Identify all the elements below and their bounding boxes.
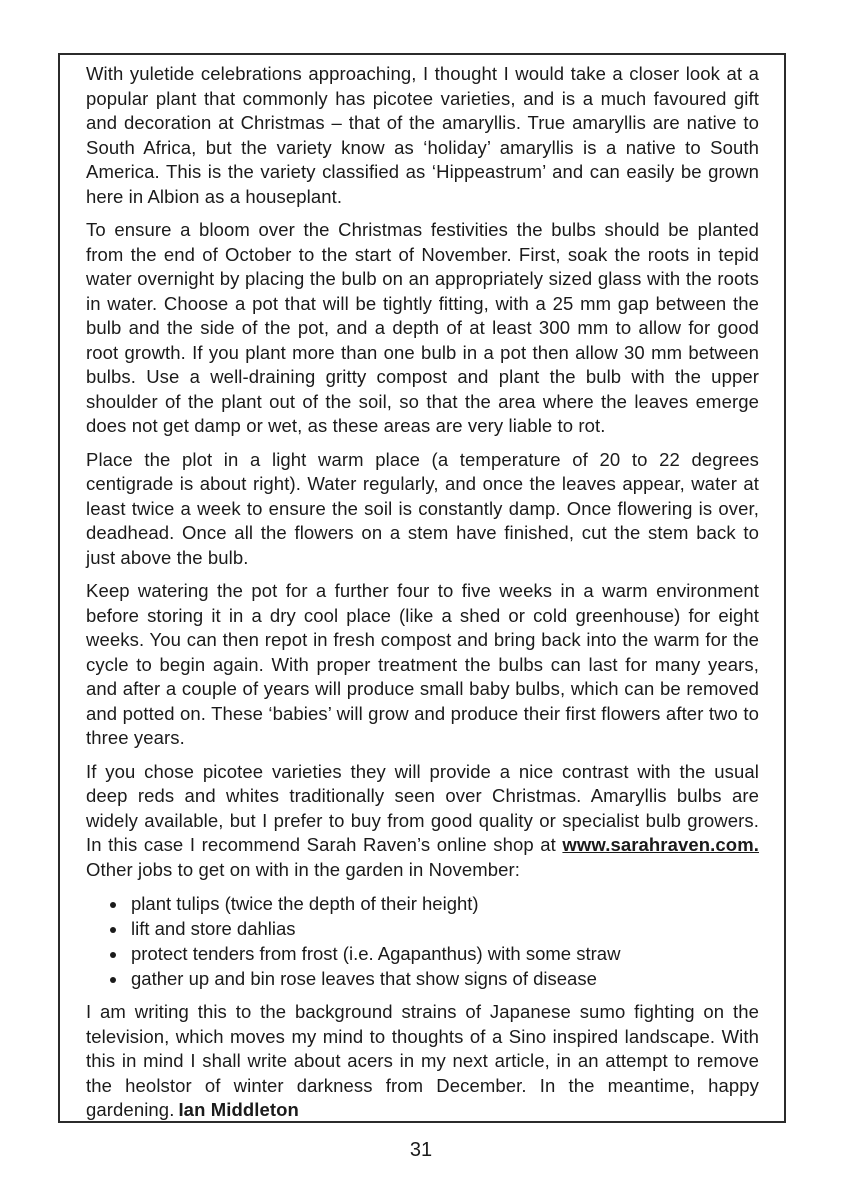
author-name: Ian Middleton [178, 1099, 299, 1120]
list-item-protect-tenders: • protect tenders from frost (i.e. Agapanthus) with some straw [128, 941, 759, 966]
storage-paragraph: Keep watering the pot for a further four to five weeks in a warm environment before storing it in a dry cool place (like a shed or cold greenhouse) for eight weeks. You can then repot in fresh compost and bring back into the warm for the cycle to begin again. With proper treatment the bulbs can last for many years, and after a couple of years will produce small baby bulbs, which can be removed and potted on. These ‘babies’ will grow and produce their first flowers after two to three years. [86, 580, 759, 748]
sarahraven-link[interactable]: www.sarahraven.com. [562, 834, 759, 855]
closing-paragraph [86, 1000, 759, 1123]
care-paragraph: Place the plot in a light warm place (a temperature of 20 to 22 degrees centigrade is about right). Water regularly, and once the leaves appear, water at least twice a week to ensure the soil is constantly damp. Once flowering is over, deadhead. Once all the flowers on a stem have finished, cut the stem back to just above the bulb. [86, 448, 759, 568]
november-jobs-intro: Other jobs to get on with in the garden in November: [86, 858, 521, 880]
article-box [58, 53, 786, 1123]
varieties-paragraph [86, 760, 759, 883]
planting-paragraph: To ensure a bloom over the Christmas festivities the bulbs should be planted from the end of October to the start of November. First, soak the roots in tepid water overnight by placing the bulb on an appropriately sized glass with the roots in water. Choose a pot that will be tightly fitting, with a 25 mm gap between the bulb and the side of the pot, and a depth of at least 300 mm to allow for good root growth. If you plant more than one bulb in a pot then allow 30 mm between bulbs. Use a well-draining gritty compost and plant the bulb with the upper shoulder of the plant out of the soil, so that the area where the leaves emerge does not get damp or wet, as these areas are very liable to rot. [86, 219, 759, 436]
intro-paragraph: With yuletide celebrations approaching, I thought I would take a closer look at a popular plant that commonly has picotee varieties, and is a much favoured gift and decoration at Christmas – that of the amaryllis. True amaryllis are native to South Africa, but the variety know as ‘holiday’ amaryllis is a native to South America. This is the variety classified as ‘Hippeastrum’ and can easily be grown here in Albion as a houseplant. [86, 63, 759, 207]
list-item-plant-tulips: • plant tulips (twice the depth of their height) [128, 891, 759, 916]
page-number: 31 [409, 1139, 433, 1161]
list-item-rose-leaves: • gather up and bin rose leaves that show signs of disease [128, 966, 759, 991]
list-item-store-dahlias: • lift and store dahlias [128, 916, 759, 941]
closing-paragraph-text: I am writing this to the background strains of Japanese sumo fighting on the television, which moves my mind to thoughts of a Sino inspired landscape. With this in mind I shall write about acers in my next article, in an attempt to remove the heolstor of winter darkness from December. In the meantime, happy gardening. [86, 1001, 759, 1120]
varieties-paragraph-text: If you chose picotee varieties they will provide a nice contrast with the usual deep reds and whites traditionally seen over Christmas. Amaryllis bulbs are widely available, but I prefer to buy from good quality or specialist bulb growers. In this case I recommend Sarah Raven’s online shop at [86, 760, 759, 855]
november-jobs-list [86, 891, 759, 991]
